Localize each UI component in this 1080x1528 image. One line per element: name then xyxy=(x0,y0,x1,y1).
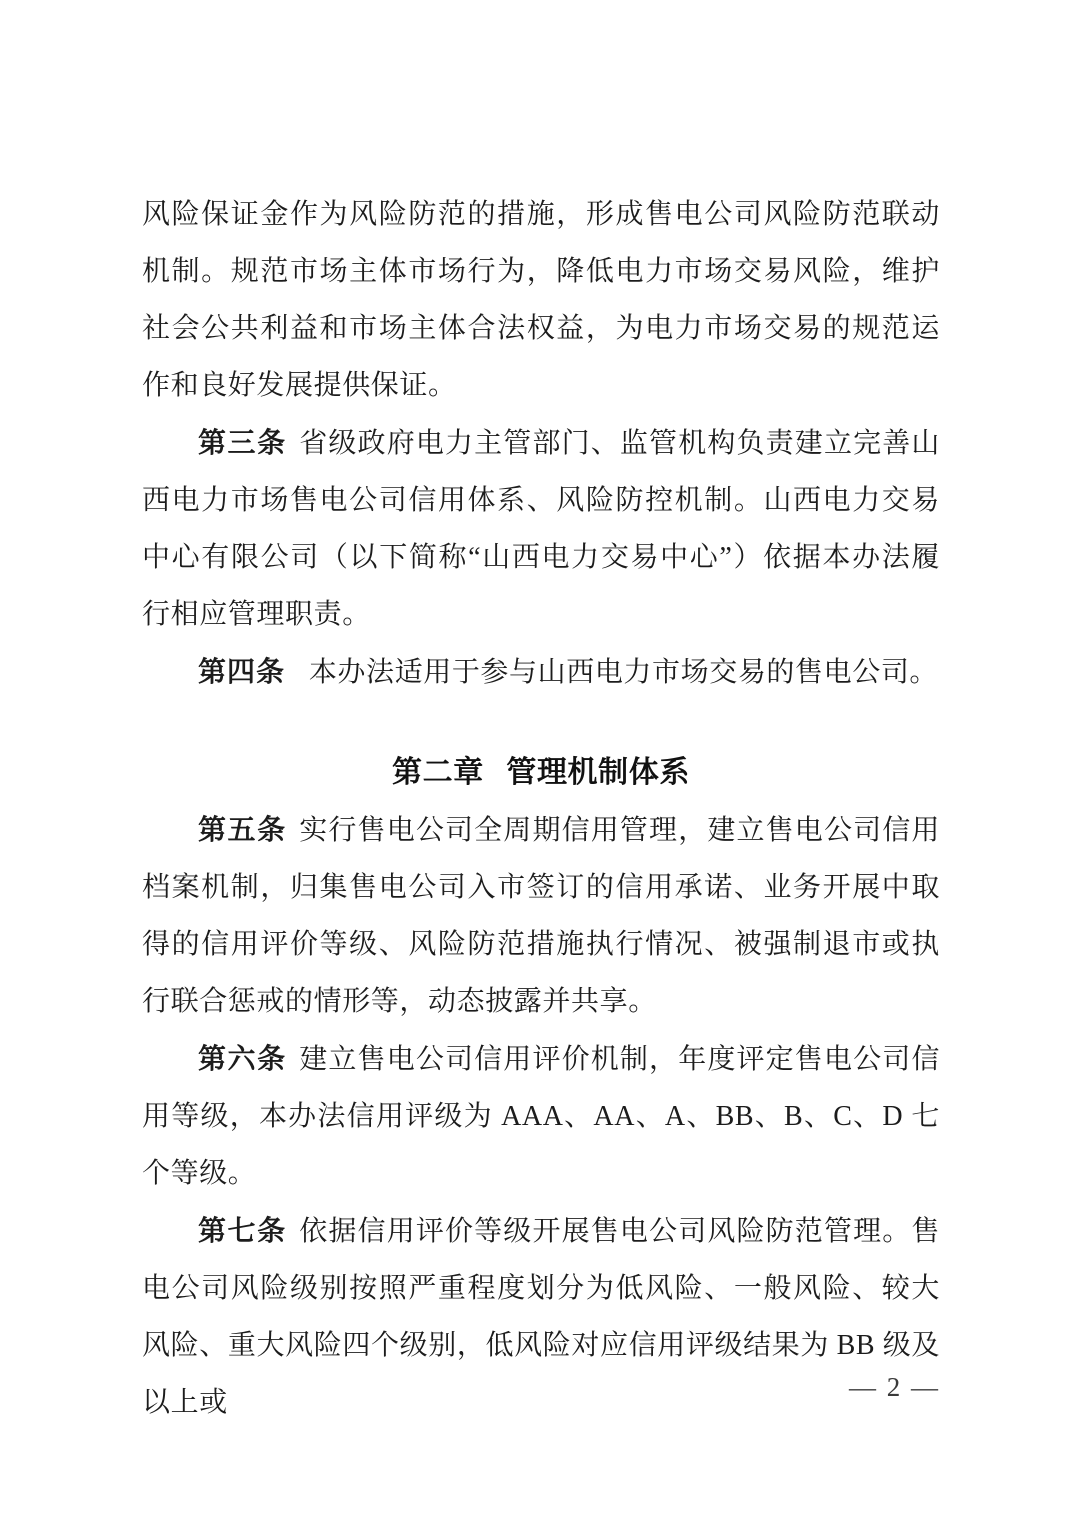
document-body xyxy=(142,186,940,1431)
article-5-paragraph xyxy=(142,801,940,1030)
article-4-text: 本办法适用于参与山西电力市场交易的售电公司。 xyxy=(308,657,939,688)
chapter-heading xyxy=(142,744,940,801)
paragraph-text: 风险保证金作为风险防范的措施，形成售电公司风险防范联动机制。规范市场主体市场行为，降低电力市场交易风险，维护社会公共利益和市场主体合法权益，为电力市场交易的规范运作和良好发展提供保证。 xyxy=(142,199,940,401)
article-7-label: 第七条 xyxy=(198,1215,287,1246)
article-7-text: 依据信用评价等级开展售电公司风险防范管理。售电公司风险级别按照严重程度划分为低风险、一般风险、较大风险、重大风险四个级别，低风险对应信用评级结果为 BB 级及以上或 xyxy=(142,1216,940,1418)
article-5-label: 第五条 xyxy=(198,814,287,845)
article-6-text: 建立售电公司信用评价机制，年度评定售电公司信用等级，本办法信用评级为 AAA、AA、A、BB、B、C、D 七个等级。 xyxy=(142,1044,940,1189)
article-3-text: 省级政府电力主管部门、监管机构负责建立完善山西电力市场售电公司信用体系、风险防控机制。山西电力交易中心有限公司（以下简称“山西电力交易中心”）依据本办法履行相应管理职责。 xyxy=(142,428,940,630)
article-4-label: 第四条 xyxy=(198,656,286,687)
article-5-text: 实行售电公司全周期信用管理，建立售电公司信用档案机制，归集售电公司入市签订的信用承诺、业务开展中取得的信用评价等级、风险防范措施执行情况、被强制退市或执行联合惩戒的情形等，动态披露并共享。 xyxy=(142,815,940,1017)
chapter-title: 管理机制体系 xyxy=(506,756,690,789)
article-3-label: 第三条 xyxy=(198,427,287,458)
article-4-paragraph xyxy=(142,643,940,701)
article-3-paragraph xyxy=(142,414,940,643)
article-6-label: 第六条 xyxy=(198,1043,287,1074)
paragraph-continuation xyxy=(142,186,940,414)
article-7-paragraph xyxy=(142,1202,940,1431)
chapter-number: 第二章 xyxy=(392,756,484,789)
article-6-paragraph xyxy=(142,1030,940,1202)
page-number: — 2 — xyxy=(849,1372,940,1402)
